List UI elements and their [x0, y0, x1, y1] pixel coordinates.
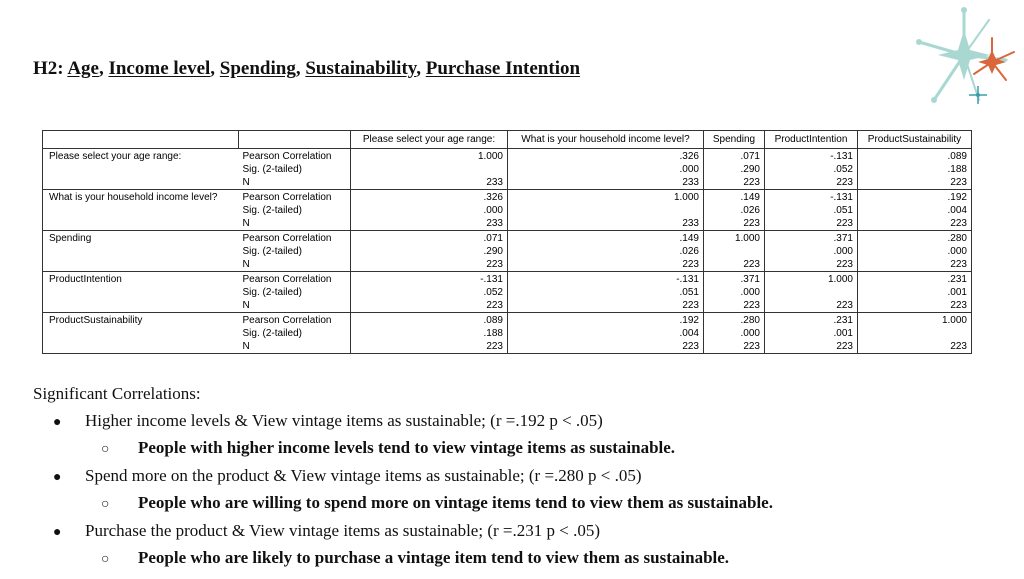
table-cell: 233 [351, 217, 508, 231]
header-cell: What is your household income level? [508, 131, 704, 149]
list-subitem [33, 435, 993, 463]
list-subitem [33, 490, 993, 518]
statistic-label: Sig. (2-tailed) [242, 246, 302, 257]
variable-label: Spending [43, 231, 239, 246]
variable-label [43, 340, 239, 354]
header-cell: ProductIntention [765, 131, 858, 149]
table-cell: .001 [858, 286, 972, 299]
header-cell [43, 131, 239, 149]
table-cell: 223 [704, 258, 765, 272]
statistic-label: N [239, 299, 351, 313]
page-title: H2: Age, Income level, Spending, Sustainability, Purchase Intention [33, 58, 581, 79]
table-cell: 223 [351, 258, 508, 272]
table-cell: 223 [704, 176, 765, 190]
table-cell: 223 [765, 217, 858, 231]
bullet-icon: ● [53, 524, 62, 540]
table-cell: 1.000 [508, 190, 704, 205]
finding-note: People who are willing to spend more on vintage items tend to view them as sustainable. [138, 493, 773, 512]
table-cell: .004 [858, 204, 972, 217]
statistic-label: N [239, 176, 351, 190]
variable-label: ProductIntention [43, 272, 239, 287]
header-cell: ProductSustainability [858, 131, 972, 149]
table-cell: 223 [351, 340, 508, 354]
table-cell: .290 [704, 163, 765, 176]
table-row [43, 176, 972, 190]
table-cell: .000 [704, 286, 765, 299]
table-row [43, 258, 972, 272]
table-row [43, 217, 972, 231]
table-cell: .326 [351, 190, 508, 205]
title-term-purchase-intention: Purchase Intention [425, 58, 581, 79]
table-cell: .089 [351, 313, 508, 328]
table-cell: .071 [351, 231, 508, 246]
table-cell: .052 [765, 163, 858, 176]
list-subitem [33, 545, 993, 573]
section-heading: Significant Correlations: [33, 384, 201, 403]
table-cell: 1.000 [765, 272, 858, 287]
starburst-decoration-icon [894, 0, 1024, 120]
variable-label: ProductSustainability [43, 313, 239, 328]
table-row [43, 149, 972, 164]
statistic-label: Sig. (2-tailed) [242, 164, 302, 175]
title-term-income: Income level [108, 58, 211, 79]
list-item [33, 518, 993, 546]
table-row [43, 286, 972, 299]
variable-label [43, 163, 239, 176]
sub-bullet-icon: ○ [101, 442, 110, 457]
table-cell [351, 163, 508, 176]
table-cell: 1.000 [858, 313, 972, 328]
table-cell [508, 204, 704, 217]
table-cell: .089 [858, 149, 972, 164]
statistic-label: Pearson Correlation [239, 272, 351, 287]
table-cell: 223 [704, 299, 765, 313]
table-row [43, 327, 972, 340]
statistic-label: Pearson Correlation [239, 149, 351, 164]
table-cell: 223 [765, 299, 858, 313]
table-row [43, 340, 972, 354]
table-cell: 233 [351, 176, 508, 190]
header-cell: Spending [704, 131, 765, 149]
table-cell: .371 [704, 272, 765, 287]
table-cell: 223 [858, 340, 972, 354]
title-term-spending: Spending [219, 58, 296, 79]
header-cell: Please select your age range: [351, 131, 508, 149]
table-cell: -.131 [765, 190, 858, 205]
table-cell: .280 [704, 313, 765, 328]
table-cell [704, 245, 765, 258]
statistic-label: Sig. (2-tailed) [242, 328, 302, 339]
table-cell: 1.000 [704, 231, 765, 246]
significant-correlations-section [33, 381, 993, 573]
statistic-label: Pearson Correlation [239, 313, 351, 328]
table-cell: -.131 [351, 272, 508, 287]
sub-bullet-icon: ○ [101, 497, 110, 512]
table-cell: 233 [508, 176, 704, 190]
table-cell [858, 327, 972, 340]
table-row [43, 204, 972, 217]
table-cell: 223 [858, 176, 972, 190]
table-cell: .188 [351, 327, 508, 340]
table-cell: 223 [858, 258, 972, 272]
finding-text: Purchase the product & View vintage items as sustainable; (r =.231 p < .05) [85, 520, 600, 540]
bullet-icon: ● [53, 414, 62, 430]
statistic-label: Sig. (2-tailed) [242, 287, 302, 298]
statistic-label: Pearson Correlation [239, 231, 351, 246]
table-cell: -.131 [508, 272, 704, 287]
table-cell: .192 [858, 190, 972, 205]
finding-note: People with higher income levels tend to view vintage items as sustainable. [138, 438, 676, 457]
title-term-age: Age [67, 58, 99, 79]
variable-label [43, 299, 239, 313]
table-row [43, 299, 972, 313]
table-cell: 223 [765, 258, 858, 272]
table-cell: .371 [765, 231, 858, 246]
table-cell: .004 [508, 327, 704, 340]
statistic-label: N [239, 217, 351, 231]
table-cell: -.131 [765, 149, 858, 164]
variable-label [43, 327, 239, 340]
table-cell: 223 [858, 299, 972, 313]
table-cell: .326 [508, 149, 704, 164]
table-cell: 223 [508, 258, 704, 272]
variable-label [43, 245, 239, 258]
variable-label: Please select your age range: [43, 149, 239, 164]
finding-text: Higher income levels & View vintage items as sustainable; (r =.192 p < .05) [85, 410, 603, 430]
finding-text: Spend more on the product & View vintage items as sustainable; (r =.280 p < .05) [85, 465, 642, 485]
variable-label: What is your household income level? [43, 190, 239, 205]
table-cell: .026 [704, 204, 765, 217]
table-cell [765, 286, 858, 299]
table-cell: .192 [508, 313, 704, 328]
table-row [43, 231, 972, 246]
table-cell: .280 [858, 231, 972, 246]
statistic-label: Sig. (2-tailed) [242, 205, 302, 216]
statistic-label: N [239, 258, 351, 272]
table-cell: .051 [508, 286, 704, 299]
table-cell: 223 [508, 299, 704, 313]
table-cell: .149 [508, 231, 704, 246]
table-row [43, 190, 972, 205]
list-item [33, 408, 993, 436]
table-row [43, 272, 972, 287]
title-term-sustainability: Sustainability [305, 58, 417, 79]
table-cell: .001 [765, 327, 858, 340]
bullet-icon: ● [53, 469, 62, 485]
table-cell: .071 [704, 149, 765, 164]
table-cell: 223 [704, 340, 765, 354]
table-cell: .149 [704, 190, 765, 205]
table-cell: 223 [351, 299, 508, 313]
table-row [43, 313, 972, 328]
table-cell: 223 [765, 176, 858, 190]
table-cell: .000 [858, 245, 972, 258]
table-cell: 233 [508, 217, 704, 231]
table-cell: 223 [765, 340, 858, 354]
table-cell: .051 [765, 204, 858, 217]
table-cell: .231 [765, 313, 858, 328]
table-row [43, 245, 972, 258]
table-cell: 223 [704, 217, 765, 231]
table-header-row [43, 131, 972, 149]
table-cell: 223 [858, 217, 972, 231]
variable-label [43, 176, 239, 190]
variable-label [43, 286, 239, 299]
table-row [43, 163, 972, 176]
variable-label [43, 217, 239, 231]
table-cell: .290 [351, 245, 508, 258]
header-cell [239, 131, 351, 149]
table-cell: 223 [508, 340, 704, 354]
table-cell: .000 [351, 204, 508, 217]
statistic-label: N [239, 340, 351, 354]
table-cell: .000 [704, 327, 765, 340]
statistic-label: Pearson Correlation [239, 190, 351, 205]
sub-bullet-icon: ○ [101, 552, 110, 567]
table-cell: .052 [351, 286, 508, 299]
variable-label [43, 204, 239, 217]
correlation-table [42, 130, 972, 354]
table-cell: .000 [508, 163, 704, 176]
table-cell: .026 [508, 245, 704, 258]
table-cell: .231 [858, 272, 972, 287]
table-cell: .000 [765, 245, 858, 258]
table-cell: .188 [858, 163, 972, 176]
table-cell: 1.000 [351, 149, 508, 164]
title-prefix: H2: [33, 58, 68, 79]
list-item [33, 463, 993, 491]
finding-note: People who are likely to purchase a vintage item tend to view them as sustainable. [138, 548, 730, 567]
variable-label [43, 258, 239, 272]
